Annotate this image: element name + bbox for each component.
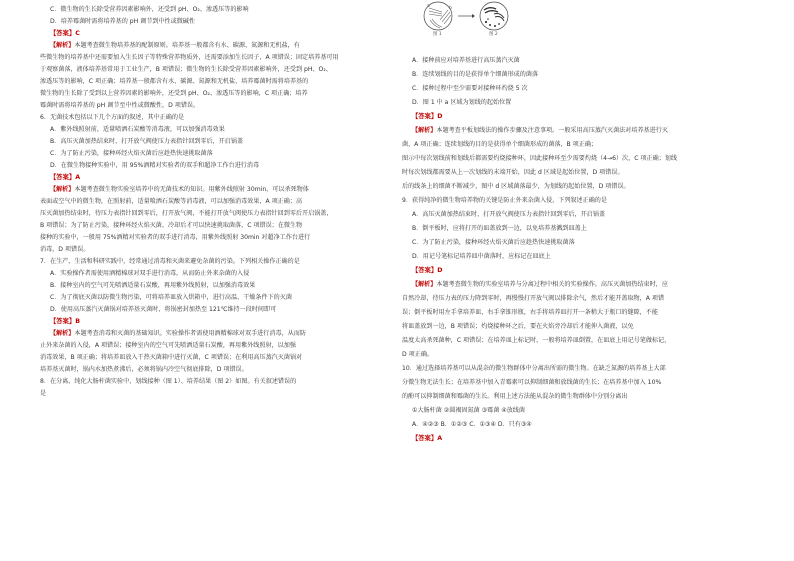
- answer-text: 【答案】D: [412, 267, 443, 274]
- figure-1-caption: 图 1: [433, 32, 442, 36]
- left-text-line: D．在微生物接种实验中，用 95%酒精对实验者的双手和超净工作台进行消毒: [50, 162, 260, 169]
- left-text-line: C．微生物的生长除受营养因素影响外，还受到 pH、O₂、渗透压等的影响: [50, 6, 249, 13]
- left-text-line: C．为了防止污染，接种环经火焰灭菌后应趁热快速挑取菌落: [50, 150, 213, 157]
- left-text-line: B．高压灭菌加热结束时，打开放气阀使压力表指针回到零后，开启锅盖: [50, 138, 244, 145]
- left-text-line: 止外来杂菌的入侵，A 项错误；接种室内的空气可先喷洒适量石炭酸，再用紫外线照射，以加强: [40, 342, 296, 349]
- right-text-line: 后的线条上的细菌不断减少，图中 d 区域菌落最少，为划线的起始位置，D 项错误。: [402, 183, 630, 190]
- analysis-tag: 【解析】: [50, 330, 75, 337]
- analysis-text: 本题考查微生物实验室培养中的无菌技术的知识。用紫外线照射 30min，可以杀死物体: [74, 186, 309, 193]
- answer-text: 【答案】D: [412, 113, 443, 120]
- answer-text: 【答案】C: [50, 30, 80, 37]
- left-text-line: C．为了彻底灭菌以防微生物污染，可将培养皿放入烘箱中，进行高温、干燥条件下的灭菌: [50, 294, 292, 301]
- left-text-line: B 项错误；为了防止污染，接种环经火焰灭菌、冷却后才可以快速挑取菌落，C 项错误；在微生物: [40, 222, 303, 229]
- right-text-line: D．用记号笔标记培养皿中菌落时，应标记在皿底上: [412, 253, 551, 260]
- right-text-line: C．为了防止污染，接种环经火焰灭菌后应趁热快速挑取菌落: [412, 239, 575, 246]
- left-text-line: 表面或空气中的微生物，在照射前，适量喷洒石炭酸等消毒液，可以加强消毒效果，A 项正确；高: [40, 198, 303, 205]
- answer-line: [40, 29, 420, 39]
- right-text-line: 时每次划线都需要从上一次划线的末端开始，因此 d 区域是起始位置，D 项错误。: [402, 169, 624, 176]
- answer-text: 【答案】A: [50, 174, 81, 181]
- analysis-text: 本题考查微生物培养基的配制原则。培养基一般都含有水、碳源、氮源和无机盐，有: [74, 42, 300, 49]
- left-text-line: A．紫外线照射前，适量喷洒石炭酸等消毒液，可以加强消毒效果: [50, 126, 225, 133]
- analysis-text: 本题考查消毒和灭菌的基础知识。实验操作者需使用酒精棉球对双手进行消毒，从而防: [74, 330, 306, 337]
- left-text-line: 培养基灭菌时，锅内水加热煮沸后，必须将锅内冷空气彻底排除，D 项错误。: [40, 366, 248, 373]
- left-text-line: 消毒效果，B 项正确；将培养皿放入干热灭菌箱中进行灭菌，C 项错误；在利用高压蒸汽灭菌锅对: [40, 354, 303, 361]
- answer-line: [402, 434, 782, 444]
- analysis-line: [402, 126, 782, 136]
- figure-2-caption: 图 2: [489, 32, 498, 36]
- right-text-line: A．接种前应对培养基进行高压蒸汽灭菌: [412, 57, 520, 64]
- analysis-tag: 【解析】: [412, 127, 437, 134]
- right-text-line: 温度太高杀死菌种，C 项错误；在培养皿上标记时，一般将培养皿倒置，在皿底上用记号笔做标记，: [402, 337, 671, 344]
- answer-line: [40, 173, 420, 183]
- region-a-label: a: [427, 4, 430, 9]
- right-text-line: ①大肠杆菌 ②圆褐固氮菌 ③霉菌 ④放线菌: [412, 407, 525, 414]
- right-text-line: 图示中每次划线前和划线后都需要灼烧接种环，因此接种环至少需要灼烧（4→6）次，C 项正确；划线: [402, 155, 677, 162]
- right-text-line: D．图 1 中 a 区域为划线的起始位置: [412, 99, 512, 106]
- region-b-label: b: [449, 6, 452, 11]
- left-text-line: 8．在分离、纯化大肠杆菌实验中，划线接种（图 1）、培养结果（图 2）如图。有关叙述错误的: [40, 378, 297, 385]
- left-text-line: D．培养霉菌时需将培养基的 pH 调节到中性或微碱性: [50, 18, 195, 25]
- right-text-line: 的酚可以抑制细菌和霉菌的生长。利用上述方法能从混杂的微生物群体中分别分离出: [402, 393, 628, 400]
- left-text-line: D．使用高压蒸汽灭菌锅对培养基灭菌时，将锅密封加热至 121℃维持一段时间即可: [50, 306, 277, 313]
- answer-text: 【答案】A: [412, 435, 443, 442]
- left-text-line: 些微生物的培养基中还需要加入生长因子等特殊营养物质外，还需要添加生长因子，A 项错误；固定培养基可用: [40, 54, 339, 61]
- right-text-line: 9．获得纯净的微生物培养物的关键是防止外来杂菌入侵，下列叙述正确的是: [402, 197, 607, 204]
- analysis-line: [40, 41, 420, 51]
- left-text-line: B．接种室内的空气可先喷洒适量石炭酸，再用紫外线照射，以加强消毒效果: [50, 282, 256, 289]
- analysis-text: 本题考查微生物的实验室培养与分离过程中相关的实验操作。高压灭菌加热结束时，应: [436, 281, 668, 288]
- plate-1-streak-diagram: [424, 2, 452, 36]
- streak-plate-figure: [420, 0, 530, 36]
- right-text-line: D 项正确。: [402, 351, 434, 358]
- right-text-line: 误；倒平板时用左手拿培养皿，右手拿锥形瓶，右手将培养皿打开一条稍大于瓶口的缝隙，不能: [402, 309, 658, 316]
- arrow-icon: [458, 14, 475, 18]
- analysis-tag: 【解析】: [50, 186, 75, 193]
- plate-2-culture-result: [480, 2, 508, 36]
- left-text-line: 是: [40, 390, 47, 397]
- right-text-line: 菌，A 项正确；连续划线的目的是获得单个细菌形成的菌落，B 项正确；: [402, 141, 598, 148]
- left-text-line: 于观察菌落，液体培养基常用于工业生产，B 项错误；微生物的生长除受营养因素影响外，还受到 pH、O₂、: [40, 66, 332, 73]
- analysis-tag: 【解析】: [412, 281, 437, 288]
- left-text-line: 渗透压等的影响，C 项正确；培养基一般都含有水、碳源、氮源和无机盐，培养霉菌时需将培养基的: [40, 78, 309, 85]
- left-text-line: 接种的实验中，一般用 75%酒精对实验者的双手进行消毒，用紫外线照射 30min 对超净工作台进行: [40, 234, 311, 241]
- right-text-line: A．高压灭菌加热结束时，打开放气阀使压力表指针回到零后，开启锅盖: [412, 211, 606, 218]
- analysis-text: 本题考查平板划线法的操作步骤及注意事项。一般采用高压蒸汽灭菌法对培养基进行灭: [436, 127, 668, 134]
- analysis-tag: 【解析】: [50, 42, 75, 49]
- right-text-line: 将皿盖放到一边，B 项错误；灼烧接种环之后，要在火焰旁冷却后才能伸入菌液，以免: [402, 323, 634, 330]
- answer-line: [402, 112, 782, 122]
- right-text-line: C．接种过程中至少需要对接种环灼烧 5 次: [412, 85, 528, 92]
- left-text-line: 压灭菌加热结束时，待压力表指针回到零后，打开放气阀，不能打开放气阀使压力表指针回到零后开启锅盖，: [40, 210, 333, 217]
- left-text-line: 微生物的生长除了受到以上营养因素的影响外，还受到 pH、O₂、渗透压等的影响，C 项正确；培养: [40, 90, 308, 97]
- right-text-line: B．连续划线的目的是获得单个细菌形成的菌落: [412, 71, 539, 78]
- answer-line: [402, 266, 782, 276]
- right-text-line: 10．通过选择培养基可以从混杂的微生物群体中分离出所需的微生物。在缺乏氮源的培养基上大部: [402, 365, 666, 372]
- analysis-line: [40, 185, 420, 195]
- left-text-line: A．实验操作者需使用酒精棉球对双手进行消毒，从而防止外来杂菌的入侵: [50, 270, 250, 277]
- right-text-line: A．④②③ B．①②③ C．①③④ D．只有③④: [412, 421, 532, 428]
- analysis-line: [40, 329, 420, 339]
- right-text-line: 分微生物无法生长；在培养基中加入青霉素可以抑制细菌和放线菌的生长；在培养基中加入 10%: [402, 379, 662, 386]
- left-text-line: 霉菌时需将培养基的 pH 调节至中性或微酸性，D 项错误。: [40, 102, 200, 109]
- answer-line: [40, 317, 420, 327]
- right-text-line: B．倒平板时，应将打开的皿盖放到一边，以免培养基溅到皿盖上: [412, 225, 587, 232]
- right-text-line: 自然冷却，待压力表的压力降到零时，再慢慢打开放气阀以排除余气，然后才能开盖取物，A 项错: [402, 295, 665, 302]
- left-text-line: 7．在生产、生活和科研实践中，经常通过消毒和灭菌来避免杂菌的污染。下列相关操作正确的是: [40, 258, 300, 265]
- left-text-line: 6．无菌技术包括以下几个方面的叙述，其中正确的是: [40, 114, 185, 121]
- analysis-line: [402, 280, 782, 290]
- left-text-line: 消毒，D 项错误。: [40, 246, 90, 253]
- answer-text: 【答案】B: [50, 318, 80, 325]
